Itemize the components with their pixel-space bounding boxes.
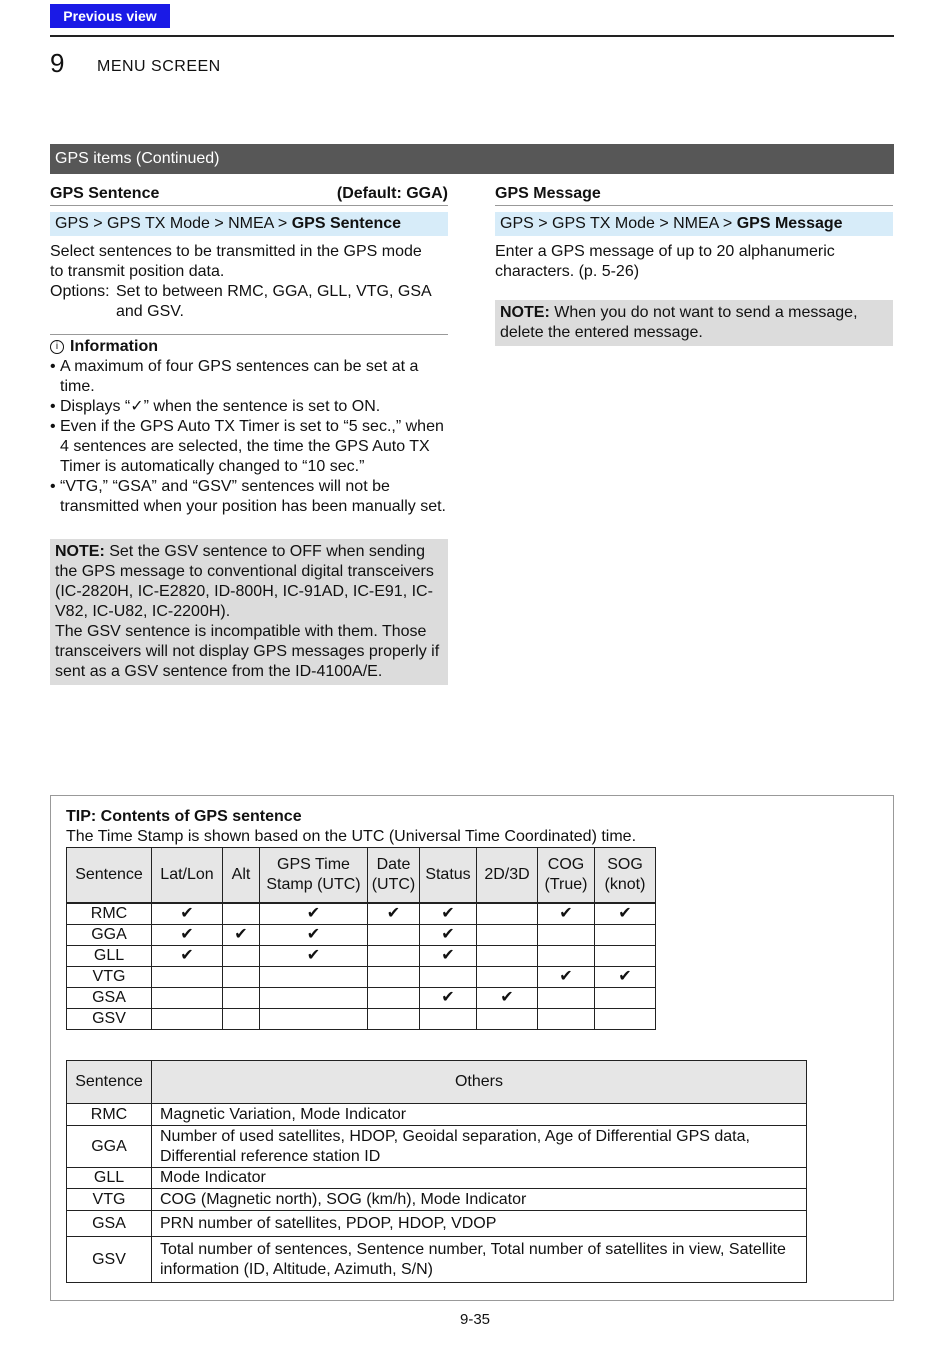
check-cell [595, 925, 656, 946]
sentence-others-table [66, 1060, 807, 1283]
gps-sentence-default: (Default: GGA) [336, 185, 448, 202]
check-cell [538, 925, 595, 946]
gps-sentence-note [50, 539, 448, 685]
check-cell [260, 988, 368, 1009]
check-icon: ✔ [180, 926, 194, 943]
check-icon: ✔ [559, 968, 573, 985]
check-cell [420, 903, 477, 925]
information-title: Information [70, 338, 158, 355]
check-icon: ✔ [441, 926, 455, 943]
sentence-name-cell: RMC [67, 903, 152, 925]
check-cell [420, 946, 477, 967]
path-current: GPS Sentence [291, 215, 402, 232]
check-cell [595, 903, 656, 925]
table-row [67, 946, 656, 967]
gps-sentence-section [50, 183, 448, 685]
note-label: NOTE: [55, 543, 105, 560]
table-header: Date (UTC) [368, 848, 420, 904]
check-cell [260, 967, 368, 988]
sentence-name-cell: GSA [67, 1211, 152, 1237]
check-icon: ✔ [306, 947, 321, 964]
table-row [67, 925, 656, 946]
check-cell [538, 988, 595, 1009]
check-cell [368, 1009, 420, 1030]
gps-sentence-description [50, 242, 448, 322]
sentence-name-cell: RMC [67, 1104, 152, 1126]
table-header: GPS Time Stamp (UTC) [260, 848, 368, 904]
note-text: When you do not want to send a message, delete the entered message. [500, 304, 858, 341]
path-prefix: GPS > GPS TX Mode > NMEA > [500, 215, 737, 232]
check-icon: ✔ [441, 947, 455, 964]
section-title-bar: GPS items (Continued) [50, 144, 894, 174]
check-icon: ✔ [559, 905, 573, 922]
table-row [67, 1009, 656, 1030]
check-icon: ✔ [441, 989, 455, 1006]
check-cell [152, 1009, 223, 1030]
check-cell [477, 925, 538, 946]
info-icon: i [50, 340, 64, 354]
table-header: Sentence [67, 848, 152, 904]
note-text: The GSV sentence is incompatible with them. Those transceivers will not display GPS messages properly if sent as a GSV sentence from the ID-4100A/E. [55, 623, 440, 680]
check-cell [420, 925, 477, 946]
gps-message-description [495, 242, 893, 282]
sentence-name-cell: GLL [67, 1168, 152, 1189]
table-row [67, 1211, 807, 1237]
table-header: Lat/Lon [152, 848, 223, 904]
check-cell [368, 946, 420, 967]
sentence-name-cell: GGA [67, 1126, 152, 1168]
table-header: Sentence [67, 1061, 152, 1104]
sentence-name-cell: GGA [67, 925, 152, 946]
desc-line: to transmit position data. [50, 263, 225, 280]
check-cell [368, 925, 420, 946]
sentence-name-cell: GSV [67, 1009, 152, 1030]
sentence-name-cell: GLL [67, 946, 152, 967]
check-cell [477, 988, 538, 1009]
information-heading [50, 337, 448, 357]
tip-title: TIP: Contents of GPS sentence [66, 808, 302, 825]
check-cell [420, 1009, 477, 1030]
others-cell: Number of used satellites, HDOP, Geoidal separation, Age of Differential GPS data, Differential reference station ID [152, 1126, 807, 1168]
options-line [50, 282, 448, 302]
gps-message-section [495, 183, 893, 346]
chapter-title: MENU SCREEN [97, 58, 221, 75]
check-cell [223, 946, 260, 967]
check-icon: ✔ [234, 926, 248, 943]
check-cell [538, 903, 595, 925]
check-icon: ✔ [306, 926, 321, 943]
list-item: • “VTG,” “GSA” and “GSV” sentences will not be transmitted when your position has been manually set. [50, 477, 448, 517]
tip-subtitle: The Time Stamp is shown based on the UTC (Universal Time Coordinated) time. [66, 828, 637, 845]
gps-sentence-heading [50, 183, 448, 206]
header-rule [50, 35, 894, 37]
gps-sentence-menu-path [50, 212, 448, 236]
check-cell [152, 946, 223, 967]
info-divider [50, 334, 448, 335]
check-cell [595, 988, 656, 1009]
check-cell [477, 903, 538, 925]
options-text: Set to between RMC, GGA, GLL, VTG, GSA [116, 283, 432, 300]
check-cell [595, 1009, 656, 1030]
table-header: Others [152, 1061, 807, 1104]
check-cell [538, 967, 595, 988]
table-row [67, 988, 656, 1009]
check-icon: ✔ [500, 989, 514, 1006]
path-prefix: GPS > GPS TX Mode > NMEA > [55, 215, 292, 232]
check-icon: ✔ [618, 905, 632, 922]
check-cell [260, 946, 368, 967]
others-cell: COG (Magnetic north), SOG (km/h), Mode Indicator [152, 1189, 807, 1211]
check-cell [595, 967, 656, 988]
others-cell: Mode Indicator [152, 1168, 807, 1189]
table-row [67, 903, 656, 925]
check-cell [477, 1009, 538, 1030]
check-cell [368, 988, 420, 1009]
check-cell [223, 967, 260, 988]
check-cell [538, 1009, 595, 1030]
desc-line: characters. (p. 5-26) [495, 263, 640, 280]
table-row [67, 967, 656, 988]
table-header: 2D/3D [477, 848, 538, 904]
gps-message-menu-path [495, 212, 893, 236]
check-cell [420, 988, 477, 1009]
information-list [50, 357, 448, 517]
others-cell: PRN number of satellites, PDOP, HDOP, VDOP [152, 1211, 807, 1237]
chapter-number: 9 [50, 48, 65, 78]
check-cell [477, 946, 538, 967]
gps-message-title: GPS Message [495, 185, 601, 202]
list-item: • Even if the GPS Auto TX Timer is set to “5 sec.,” when 4 sentences are selected, the time the GPS Auto TX Timer is automatically changed to “10 sec.” [50, 417, 448, 477]
sentence-contents-table [66, 847, 656, 1030]
path-current: GPS Message [736, 215, 843, 232]
table-row [67, 1189, 807, 1211]
gps-message-heading [495, 183, 893, 206]
check-icon: ✔ [180, 905, 194, 922]
list-item: • A maximum of four GPS sentences can be set at a time. [50, 357, 448, 397]
tip-box [50, 795, 894, 1301]
check-cell [223, 925, 260, 946]
check-cell [260, 903, 368, 925]
others-cell: Magnetic Variation, Mode Indicator [152, 1104, 807, 1126]
options-label: Options: [50, 283, 110, 300]
table-row [67, 1168, 807, 1189]
table-header: COG (True) [538, 848, 595, 904]
table-header: Alt [223, 848, 260, 904]
table-header: SOG (knot) [595, 848, 656, 904]
table-row [67, 1126, 807, 1168]
check-cell [223, 988, 260, 1009]
check-cell [538, 946, 595, 967]
note-text: Set the GSV sentence to OFF when sending the GPS message to conventional digital transceivers (IC-2820H, IC-E2820, ID-800H, IC-91AD, IC-E91, IC-V82, IC-U82, IC-2200H). [55, 543, 434, 620]
desc-line: Enter a GPS message of up to 20 alphanumeric [495, 243, 835, 260]
check-icon: ✔ [441, 905, 455, 922]
check-cell [368, 967, 420, 988]
table-row [67, 1237, 807, 1283]
others-cell: Total number of sentences, Sentence number, Total number of satellites in view, Satellite information (ID, Altitude, Azimuth, S/N) [152, 1237, 807, 1283]
check-icon: ✔ [618, 968, 632, 985]
gps-message-note [495, 300, 893, 346]
check-cell [368, 903, 420, 925]
check-icon: ✔ [386, 905, 401, 922]
check-cell [152, 967, 223, 988]
check-cell [260, 1009, 368, 1030]
table-header: Status [420, 848, 477, 904]
check-cell [152, 988, 223, 1009]
check-cell [477, 967, 538, 988]
options-line [50, 302, 448, 322]
sentence-name-cell: GSA [67, 988, 152, 1009]
desc-line: Select sentences to be transmitted in the GPS mode [50, 243, 422, 260]
previous-view-button[interactable]: Previous view [50, 4, 170, 28]
sentence-name-cell: GSV [67, 1237, 152, 1283]
check-cell [420, 967, 477, 988]
check-icon: ✔ [180, 947, 194, 964]
check-cell [223, 903, 260, 925]
check-cell [595, 946, 656, 967]
check-cell [223, 1009, 260, 1030]
check-cell [260, 925, 368, 946]
check-cell [152, 903, 223, 925]
check-icon: ✔ [306, 905, 321, 922]
list-item: • Displays “✓” when the sentence is set to ON. [50, 397, 448, 417]
options-text: and GSV. [116, 303, 184, 320]
sentence-name-cell: VTG [67, 1189, 152, 1211]
page-number: 9-35 [459, 1311, 491, 1328]
check-cell [152, 925, 223, 946]
note-label: NOTE: [500, 304, 550, 321]
gps-sentence-title: GPS Sentence [50, 185, 160, 202]
sentence-name-cell: VTG [67, 967, 152, 988]
options-indent [50, 302, 116, 322]
table-row [67, 1104, 807, 1126]
